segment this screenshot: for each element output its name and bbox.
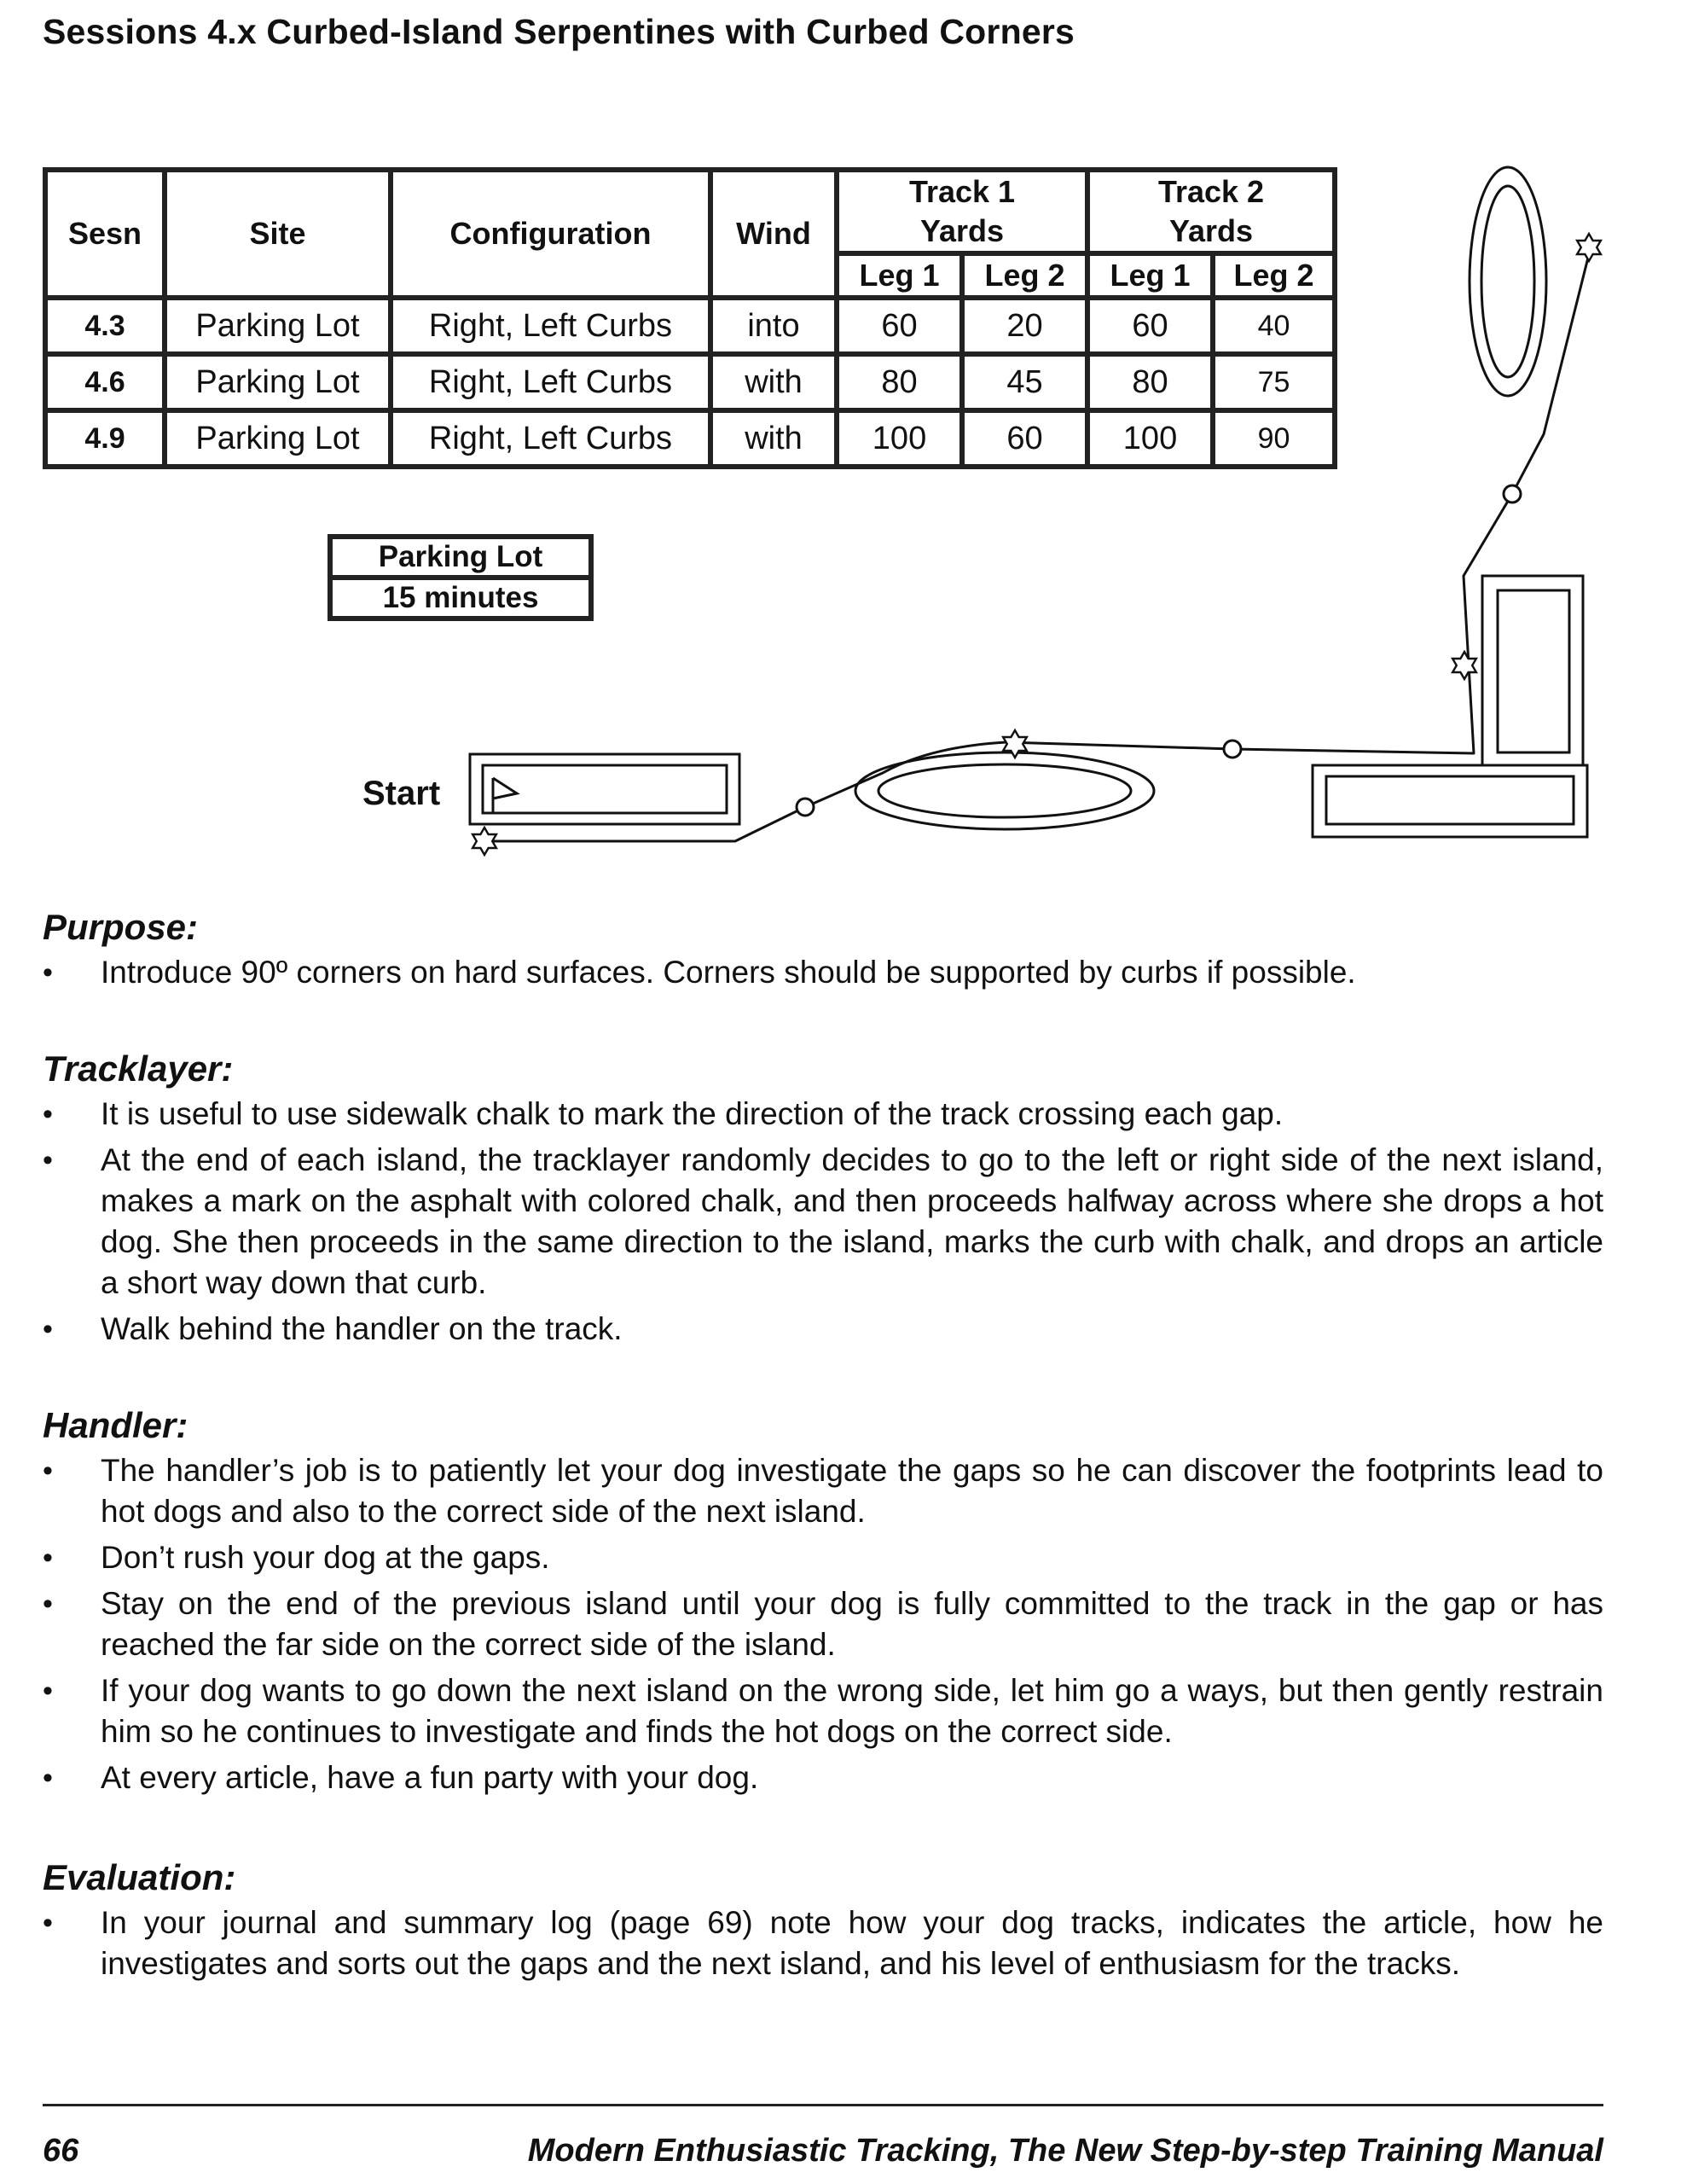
article-star-icon (1577, 234, 1601, 261)
cell-site: Parking Lot (165, 354, 391, 410)
cell-t1-leg2: 20 (962, 298, 1087, 354)
start-flag-icon (493, 778, 517, 812)
handler-heading: Handler: (43, 1405, 188, 1445)
header-configuration: Configuration (391, 170, 710, 298)
list-item: • Stay on the end of the previous island until your dog is fully committed to the track in the gap or has reached the far side on the correct side of the island. (43, 1583, 1603, 1665)
tracklayer-section (43, 1048, 1603, 1355)
cell-configuration: Right, Left Curbs (391, 298, 710, 354)
cell-t1-leg2: 45 (962, 354, 1087, 410)
site-box-duration: 15 minutes (330, 578, 591, 619)
page-number: 66 (43, 2133, 79, 2169)
hotdog-marker (797, 799, 814, 816)
header-track1: Track 1 Yards (837, 170, 1087, 253)
header-track2: Track 2 Yards (1087, 170, 1335, 253)
cell-t2-leg2: 75 (1213, 354, 1335, 410)
cell-configuration: Right, Left Curbs (391, 354, 710, 410)
list-item: • Walk behind the handler on the track. (43, 1309, 1603, 1350)
cell-site: Parking Lot (165, 298, 391, 354)
tracklayer-heading: Tracklayer: (43, 1048, 234, 1089)
cell-t1-leg2: 60 (962, 410, 1087, 467)
list-item: • In your journal and summary log (page 69) note how your dog tracks, indicates the article, how he investigates and sorts out the gaps and the next island, and his level of enthusiasm for the tracks. (43, 1902, 1603, 1984)
tracklayer-list (43, 1094, 1603, 1350)
cell-wind: with (710, 410, 837, 467)
header-sesn: Sesn (45, 170, 165, 298)
corner-island-vertical (1482, 576, 1583, 765)
cell-t2-leg1: 60 (1087, 298, 1213, 354)
cell-wind: with (710, 354, 837, 410)
cell-t2-leg2: 90 (1213, 410, 1335, 467)
list-item: • At every article, have a fun party with your dog. (43, 1757, 1603, 1798)
cell-sesn: 4.6 (45, 354, 165, 410)
cell-t1-leg1: 100 (837, 410, 962, 467)
header-wind: Wind (710, 170, 837, 298)
cell-t2-leg1: 100 (1087, 410, 1213, 467)
cell-wind: into (710, 298, 837, 354)
handler-section (43, 1404, 1603, 1804)
list-item: • If your dog wants to go down the next island on the wrong side, let him go a ways, but then gently restrain him so he continues to investigate and finds the hot dogs on the correct side. (43, 1670, 1603, 1752)
purpose-heading: Purpose: (43, 907, 199, 947)
purpose-list (43, 952, 1603, 993)
page-title: Sessions 4.x Curbed-Island Serpentines with Curbed Corners (43, 12, 1075, 51)
list-item: • Introduce 90º corners on hard surfaces. Corners should be supported by curbs if possible. (43, 952, 1603, 993)
header-t1-leg2: Leg 2 (962, 253, 1087, 298)
tall-oval-island (1470, 167, 1546, 396)
list-item: • The handler’s job is to patiently let your dog investigate the gaps so he can discover the footprints lead to hot dogs and also to the correct side of the next island. (43, 1450, 1603, 1532)
cell-t1-leg1: 60 (837, 298, 962, 354)
cell-configuration: Right, Left Curbs (391, 410, 710, 467)
track-diagram (0, 0, 1687, 887)
evaluation-section (43, 1856, 1603, 1989)
cell-site: Parking Lot (165, 410, 391, 467)
header-t2-leg2: Leg 2 (1213, 253, 1335, 298)
cell-sesn: 4.9 (45, 410, 165, 467)
cell-t2-leg1: 80 (1087, 354, 1213, 410)
header-t2-leg1: Leg 1 (1087, 253, 1213, 298)
handler-list (43, 1450, 1603, 1798)
purpose-section (43, 906, 1603, 998)
list-item: • It is useful to use sidewalk chalk to mark the direction of the track crossing each gap. (43, 1094, 1603, 1135)
cell-t1-leg1: 80 (837, 354, 962, 410)
start-label: Start (362, 775, 441, 812)
list-item: • Don’t rush your dog at the gaps. (43, 1537, 1603, 1578)
book-title: Modern Enthusiastic Tracking, The New Step-by-step Training Manual (527, 2133, 1603, 2169)
site-box-site: Parking Lot (330, 537, 591, 578)
evaluation-heading: Evaluation: (43, 1857, 236, 1897)
hotdog-marker (1224, 741, 1241, 758)
evaluation-list (43, 1902, 1603, 1984)
footer-rule (43, 2104, 1603, 2106)
cell-sesn: 4.3 (45, 298, 165, 354)
article-star-icon (1452, 652, 1476, 679)
article-star-icon (472, 828, 496, 855)
corner-island-horizontal (1313, 765, 1587, 837)
cell-t2-leg2: 40 (1213, 298, 1335, 354)
list-item: • At the end of each island, the tracklayer randomly decides to go to the left or right side of the next island, makes a mark on the asphalt with colored chalk, and then proceeds halfway across where she drops a hot dog. She then proceeds in the same direction to the island, marks the curb with chalk, and drops an article a short way down that curb. (43, 1140, 1603, 1304)
hotdog-marker (1504, 485, 1521, 502)
header-t1-leg1: Leg 1 (837, 253, 962, 298)
header-site: Site (165, 170, 391, 298)
